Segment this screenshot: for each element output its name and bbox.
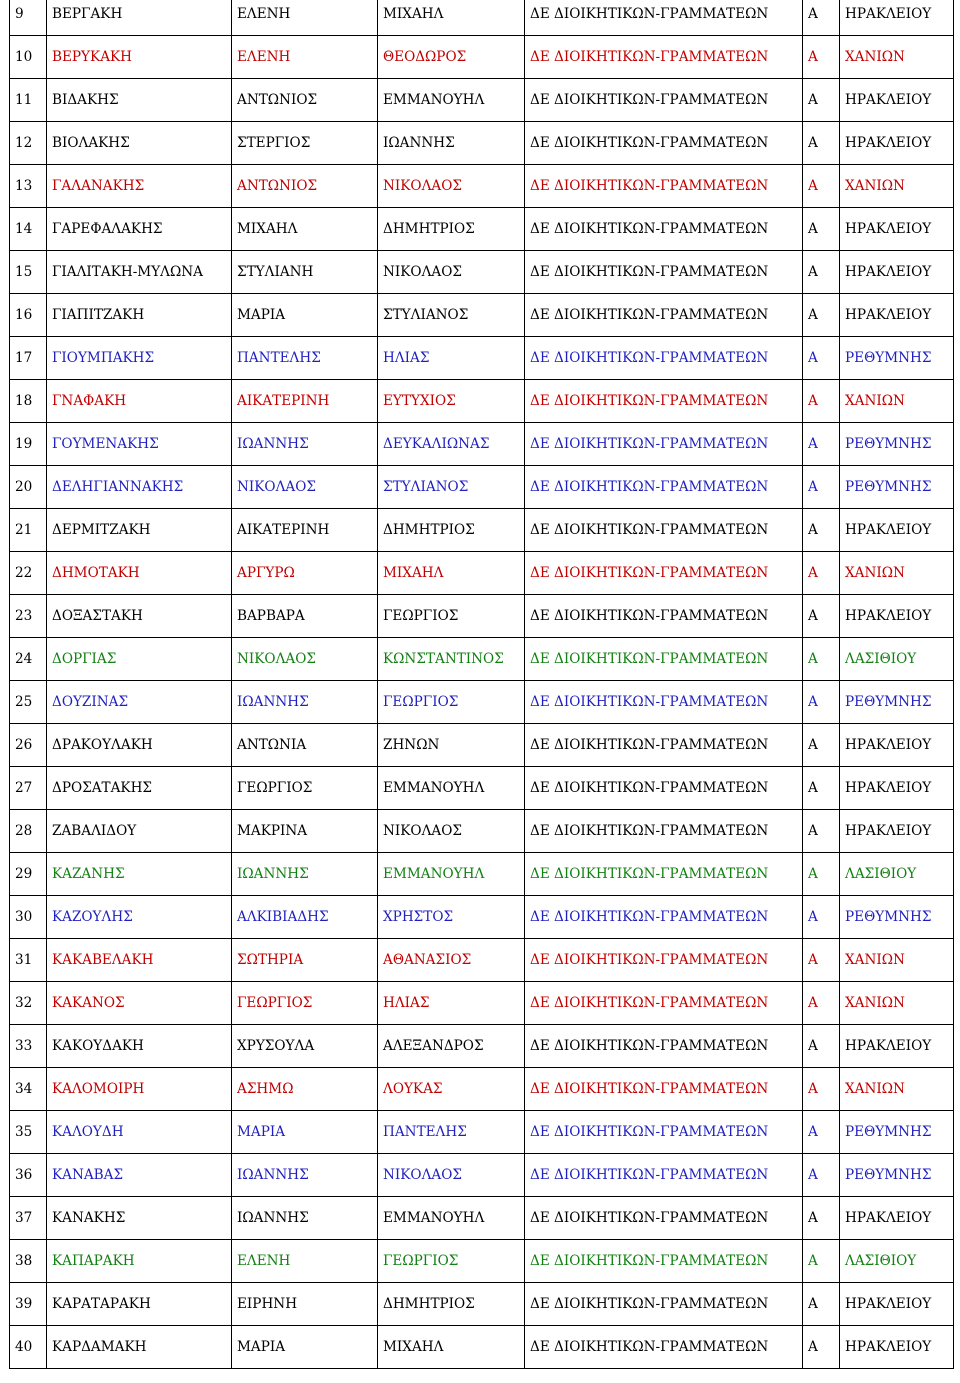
first-name-cell: ΑΙΚΑΤΕΡΙΝΗ — [232, 380, 378, 423]
specialty-cell: ΔΕ ΔΙΟΙΚΗΤΙΚΩΝ-ΓΡΑΜΜΑΤΕΩΝ — [525, 466, 803, 509]
specialty-cell: ΔΕ ΔΙΟΙΚΗΤΙΚΩΝ-ΓΡΑΜΜΑΤΕΩΝ — [525, 681, 803, 724]
specialty-cell: ΔΕ ΔΙΟΙΚΗΤΙΚΩΝ-ΓΡΑΜΜΑΤΕΩΝ — [525, 1111, 803, 1154]
surname-cell: ΔΡΟΣΑΤΑΚΗΣ — [47, 767, 232, 810]
father-name-cell: ΔΗΜΗΤΡΙΟΣ — [378, 509, 525, 552]
first-name-cell: ΕΛΕΝΗ — [232, 36, 378, 79]
prefecture-cell: ΧΑΝΙΩΝ — [840, 1068, 954, 1111]
father-name-cell: ΝΙΚΟΛΑΟΣ — [378, 810, 525, 853]
grade-cell: Α — [803, 79, 840, 122]
row-number-cell: 18 — [10, 380, 47, 423]
row-number-cell: 14 — [10, 208, 47, 251]
surname-cell: ΚΑΡΑΤΑΡΑΚΗ — [47, 1283, 232, 1326]
specialty-cell: ΔΕ ΔΙΟΙΚΗΤΙΚΩΝ-ΓΡΑΜΜΑΤΕΩΝ — [525, 380, 803, 423]
row-number-cell: 13 — [10, 165, 47, 208]
surname-cell: ΚΑΛΟΜΟΙΡΗ — [47, 1068, 232, 1111]
prefecture-cell: ΡΕΘΥΜΝΗΣ — [840, 337, 954, 380]
prefecture-cell: ΗΡΑΚΛΕΙΟΥ — [840, 79, 954, 122]
row-number-cell: 30 — [10, 896, 47, 939]
row-number-cell: 23 — [10, 595, 47, 638]
specialty-cell: ΔΕ ΔΙΟΙΚΗΤΙΚΩΝ-ΓΡΑΜΜΑΤΕΩΝ — [525, 122, 803, 165]
prefecture-cell: ΗΡΑΚΛΕΙΟΥ — [840, 810, 954, 853]
table-row — [10, 294, 954, 337]
surname-cell: ΚΑΝΑΒΑΣ — [47, 1154, 232, 1197]
grade-cell: Α — [803, 595, 840, 638]
surname-cell: ΓΟΥΜΕΝΑΚΗΣ — [47, 423, 232, 466]
specialty-cell: ΔΕ ΔΙΟΙΚΗΤΙΚΩΝ-ΓΡΑΜΜΑΤΕΩΝ — [525, 595, 803, 638]
row-number-cell: 39 — [10, 1283, 47, 1326]
prefecture-cell: ΗΡΑΚΛΕΙΟΥ — [840, 1197, 954, 1240]
specialty-cell: ΔΕ ΔΙΟΙΚΗΤΙΚΩΝ-ΓΡΑΜΜΑΤΕΩΝ — [525, 767, 803, 810]
father-name-cell: ΘΕΟΔΩΡΟΣ — [378, 36, 525, 79]
prefecture-cell: ΗΡΑΚΛΕΙΟΥ — [840, 122, 954, 165]
row-number-cell: 40 — [10, 1326, 47, 1369]
surname-cell: ΚΑΚΟΥΔΑΚΗ — [47, 1025, 232, 1068]
father-name-cell: ΠΑΝΤΕΛΗΣ — [378, 1111, 525, 1154]
prefecture-cell: ΗΡΑΚΛΕΙΟΥ — [840, 208, 954, 251]
row-number-cell: 20 — [10, 466, 47, 509]
grade-cell: Α — [803, 337, 840, 380]
first-name-cell: ΑΝΤΩΝΙΑ — [232, 724, 378, 767]
father-name-cell: ΕΜΜΑΝΟΥΗΛ — [378, 853, 525, 896]
surname-cell: ΖΑΒΑΛΙΔΟΥ — [47, 810, 232, 853]
row-number-cell: 15 — [10, 251, 47, 294]
table-row — [10, 423, 954, 466]
father-name-cell: ΔΕΥΚΑΛΙΩΝΑΣ — [378, 423, 525, 466]
grade-cell: Α — [803, 896, 840, 939]
prefecture-cell: ΧΑΝΙΩΝ — [840, 36, 954, 79]
row-number-cell: 37 — [10, 1197, 47, 1240]
surname-cell: ΓΑΛΑΝΑΚΗΣ — [47, 165, 232, 208]
surname-cell: ΔΟΡΓΙΑΣ — [47, 638, 232, 681]
specialty-cell: ΔΕ ΔΙΟΙΚΗΤΙΚΩΝ-ΓΡΑΜΜΑΤΕΩΝ — [525, 1326, 803, 1369]
table-row — [10, 165, 954, 208]
row-number-cell: 17 — [10, 337, 47, 380]
grade-cell: Α — [803, 1111, 840, 1154]
father-name-cell: ΧΡΗΣΤΟΣ — [378, 896, 525, 939]
surname-cell: ΒΙΔΑΚΗΣ — [47, 79, 232, 122]
row-number-cell: 38 — [10, 1240, 47, 1283]
grade-cell: Α — [803, 509, 840, 552]
first-name-cell: ΙΩΑΝΝΗΣ — [232, 681, 378, 724]
father-name-cell: ΝΙΚΟΛΑΟΣ — [378, 251, 525, 294]
table-row — [10, 1197, 954, 1240]
surname-cell: ΒΕΡΥΚΑΚΗ — [47, 36, 232, 79]
father-name-cell: ΔΗΜΗΤΡΙΟΣ — [378, 208, 525, 251]
row-number-cell: 16 — [10, 294, 47, 337]
first-name-cell: ΧΡΥΣΟΥΛΑ — [232, 1025, 378, 1068]
first-name-cell: ΑΝΤΩΝΙΟΣ — [232, 79, 378, 122]
surname-cell: ΔΟΞΑΣΤΑΚΗ — [47, 595, 232, 638]
first-name-cell: ΑΙΚΑΤΕΡΙΝΗ — [232, 509, 378, 552]
table-row — [10, 681, 954, 724]
specialty-cell: ΔΕ ΔΙΟΙΚΗΤΙΚΩΝ-ΓΡΑΜΜΑΤΕΩΝ — [525, 1068, 803, 1111]
specialty-cell: ΔΕ ΔΙΟΙΚΗΤΙΚΩΝ-ΓΡΑΜΜΑΤΕΩΝ — [525, 337, 803, 380]
prefecture-cell: ΗΡΑΚΛΕΙΟΥ — [840, 595, 954, 638]
row-number-cell: 26 — [10, 724, 47, 767]
first-name-cell: ΣΩΤΗΡΙΑ — [232, 939, 378, 982]
specialty-cell: ΔΕ ΔΙΟΙΚΗΤΙΚΩΝ-ΓΡΑΜΜΑΤΕΩΝ — [525, 810, 803, 853]
prefecture-cell: ΛΑΣΙΘΙΟΥ — [840, 638, 954, 681]
surname-cell: ΚΑΚΑΒΕΛΑΚΗ — [47, 939, 232, 982]
father-name-cell: ΙΩΑΝΝΗΣ — [378, 122, 525, 165]
row-number-cell: 22 — [10, 552, 47, 595]
father-name-cell: ΑΛΕΞΑΝΔΡΟΣ — [378, 1025, 525, 1068]
table-row — [10, 1111, 954, 1154]
grade-cell: Α — [803, 1154, 840, 1197]
specialty-cell: ΔΕ ΔΙΟΙΚΗΤΙΚΩΝ-ΓΡΑΜΜΑΤΕΩΝ — [525, 982, 803, 1025]
table-row — [10, 1025, 954, 1068]
grade-cell: Α — [803, 724, 840, 767]
grade-cell: Α — [803, 36, 840, 79]
father-name-cell: ΜΙΧΑΗΛ — [378, 1326, 525, 1369]
table-row — [10, 982, 954, 1025]
row-number-cell: 28 — [10, 810, 47, 853]
father-name-cell: ΓΕΩΡΓΙΟΣ — [378, 681, 525, 724]
first-name-cell: ΠΑΝΤΕΛΗΣ — [232, 337, 378, 380]
table-row — [10, 1283, 954, 1326]
specialty-cell: ΔΕ ΔΙΟΙΚΗΤΙΚΩΝ-ΓΡΑΜΜΑΤΕΩΝ — [525, 251, 803, 294]
surname-cell: ΓΝΑΦΑΚΗ — [47, 380, 232, 423]
first-name-cell: ΜΑΡΙΑ — [232, 1111, 378, 1154]
surname-cell: ΓΑΡΕΦΑΛΑΚΗΣ — [47, 208, 232, 251]
first-name-cell: ΜΑΚΡΙΝΑ — [232, 810, 378, 853]
prefecture-cell: ΗΡΑΚΛΕΙΟΥ — [840, 1326, 954, 1369]
father-name-cell: ΝΙΚΟΛΑΟΣ — [378, 1154, 525, 1197]
specialty-cell: ΔΕ ΔΙΟΙΚΗΤΙΚΩΝ-ΓΡΑΜΜΑΤΕΩΝ — [525, 853, 803, 896]
grade-cell: Α — [803, 208, 840, 251]
row-number-cell: 36 — [10, 1154, 47, 1197]
prefecture-cell: ΡΕΘΥΜΝΗΣ — [840, 1111, 954, 1154]
row-number-cell: 19 — [10, 423, 47, 466]
first-name-cell: ΑΝΤΩΝΙΟΣ — [232, 165, 378, 208]
prefecture-cell: ΧΑΝΙΩΝ — [840, 165, 954, 208]
first-name-cell: ΜΙΧΑΗΛ — [232, 208, 378, 251]
father-name-cell: ΗΛΙΑΣ — [378, 337, 525, 380]
grade-cell: Α — [803, 423, 840, 466]
surname-cell: ΚΑΖΑΝΗΣ — [47, 853, 232, 896]
specialty-cell: ΔΕ ΔΙΟΙΚΗΤΙΚΩΝ-ΓΡΑΜΜΑΤΕΩΝ — [525, 165, 803, 208]
row-number-cell: 10 — [10, 36, 47, 79]
table-row — [10, 0, 954, 36]
row-number-cell: 24 — [10, 638, 47, 681]
specialty-cell: ΔΕ ΔΙΟΙΚΗΤΙΚΩΝ-ΓΡΑΜΜΑΤΕΩΝ — [525, 638, 803, 681]
father-name-cell: ΝΙΚΟΛΑΟΣ — [378, 165, 525, 208]
table-row — [10, 552, 954, 595]
grade-cell: Α — [803, 165, 840, 208]
grade-cell: Α — [803, 1283, 840, 1326]
surname-cell: ΔΕΡΜΙΤΖΑΚΗ — [47, 509, 232, 552]
row-number-cell: 9 — [10, 0, 47, 36]
grade-cell: Α — [803, 552, 840, 595]
grade-cell: Α — [803, 294, 840, 337]
grade-cell: Α — [803, 122, 840, 165]
row-number-cell: 33 — [10, 1025, 47, 1068]
table-row — [10, 767, 954, 810]
first-name-cell: ΙΩΑΝΝΗΣ — [232, 423, 378, 466]
row-number-cell: 34 — [10, 1068, 47, 1111]
father-name-cell: ΛΟΥΚΑΣ — [378, 1068, 525, 1111]
first-name-cell: ΜΑΡΙΑ — [232, 294, 378, 337]
first-name-cell: ΙΩΑΝΝΗΣ — [232, 853, 378, 896]
table-row — [10, 595, 954, 638]
grade-cell: Α — [803, 0, 840, 36]
first-name-cell: ΙΩΑΝΝΗΣ — [232, 1197, 378, 1240]
prefecture-cell: ΡΕΘΥΜΝΗΣ — [840, 681, 954, 724]
surname-cell: ΚΑΝΑΚΗΣ — [47, 1197, 232, 1240]
father-name-cell: ΜΙΧΑΗΛ — [378, 0, 525, 36]
surname-cell: ΚΑΛΟΥΔΗ — [47, 1111, 232, 1154]
first-name-cell: ΣΤΥΛΙΑΝΗ — [232, 251, 378, 294]
specialty-cell: ΔΕ ΔΙΟΙΚΗΤΙΚΩΝ-ΓΡΑΜΜΑΤΕΩΝ — [525, 1197, 803, 1240]
table-row — [10, 1240, 954, 1283]
prefecture-cell: ΡΕΘΥΜΝΗΣ — [840, 466, 954, 509]
first-name-cell: ΓΕΩΡΓΙΟΣ — [232, 982, 378, 1025]
specialty-cell: ΔΕ ΔΙΟΙΚΗΤΙΚΩΝ-ΓΡΑΜΜΑΤΕΩΝ — [525, 0, 803, 36]
first-name-cell: ΕΛΕΝΗ — [232, 0, 378, 36]
surname-cell: ΔΟΥΖΙΝΑΣ — [47, 681, 232, 724]
prefecture-cell: ΗΡΑΚΛΕΙΟΥ — [840, 251, 954, 294]
row-number-cell: 32 — [10, 982, 47, 1025]
father-name-cell: ΣΤΥΛΙΑΝΟΣ — [378, 294, 525, 337]
specialty-cell: ΔΕ ΔΙΟΙΚΗΤΙΚΩΝ-ΓΡΑΜΜΑΤΕΩΝ — [525, 509, 803, 552]
first-name-cell: ΕΛΕΝΗ — [232, 1240, 378, 1283]
specialty-cell: ΔΕ ΔΙΟΙΚΗΤΙΚΩΝ-ΓΡΑΜΜΑΤΕΩΝ — [525, 423, 803, 466]
specialty-cell: ΔΕ ΔΙΟΙΚΗΤΙΚΩΝ-ΓΡΑΜΜΑΤΕΩΝ — [525, 1240, 803, 1283]
grade-cell: Α — [803, 638, 840, 681]
father-name-cell: ΗΛΙΑΣ — [378, 982, 525, 1025]
table-body — [10, 0, 954, 1369]
table-row — [10, 380, 954, 423]
table-row — [10, 466, 954, 509]
surname-cell: ΓΙΟΥΜΠΑΚΗΣ — [47, 337, 232, 380]
first-name-cell: ΑΣΗΜΩ — [232, 1068, 378, 1111]
prefecture-cell: ΡΕΘΥΜΝΗΣ — [840, 896, 954, 939]
surname-cell: ΚΑΠΑΡΑΚΗ — [47, 1240, 232, 1283]
first-name-cell: ΜΑΡΙΑ — [232, 1326, 378, 1369]
first-name-cell: ΓΕΩΡΓΙΟΣ — [232, 767, 378, 810]
first-name-cell: ΒΑΡΒΑΡΑ — [232, 595, 378, 638]
prefecture-cell: ΛΑΣΙΘΙΟΥ — [840, 1240, 954, 1283]
row-number-cell: 27 — [10, 767, 47, 810]
row-number-cell: 31 — [10, 939, 47, 982]
table-row — [10, 36, 954, 79]
prefecture-cell: ΗΡΑΚΛΕΙΟΥ — [840, 294, 954, 337]
surname-cell: ΓΙΑΠΙΤΖΑΚΗ — [47, 294, 232, 337]
table-row — [10, 724, 954, 767]
grade-cell: Α — [803, 1240, 840, 1283]
table-row — [10, 939, 954, 982]
table-row — [10, 638, 954, 681]
first-name-cell: ΕΙΡΗΝΗ — [232, 1283, 378, 1326]
specialty-cell: ΔΕ ΔΙΟΙΚΗΤΙΚΩΝ-ΓΡΑΜΜΑΤΕΩΝ — [525, 896, 803, 939]
prefecture-cell: ΧΑΝΙΩΝ — [840, 380, 954, 423]
surname-cell: ΒΕΡΓΑΚΗ — [47, 0, 232, 36]
father-name-cell: ΓΕΩΡΓΙΟΣ — [378, 1240, 525, 1283]
grade-cell: Α — [803, 853, 840, 896]
first-name-cell: ΑΡΓΥΡΩ — [232, 552, 378, 595]
surname-cell: ΒΙΟΛΑΚΗΣ — [47, 122, 232, 165]
prefecture-cell: ΗΡΑΚΛΕΙΟΥ — [840, 1283, 954, 1326]
candidate-table — [9, 0, 954, 1369]
father-name-cell: ΖΗΝΩΝ — [378, 724, 525, 767]
father-name-cell: ΕΜΜΑΝΟΥΗΛ — [378, 79, 525, 122]
grade-cell: Α — [803, 466, 840, 509]
prefecture-cell: ΗΡΑΚΛΕΙΟΥ — [840, 0, 954, 36]
table-row — [10, 122, 954, 165]
row-number-cell: 21 — [10, 509, 47, 552]
grade-cell: Α — [803, 1197, 840, 1240]
specialty-cell: ΔΕ ΔΙΟΙΚΗΤΙΚΩΝ-ΓΡΑΜΜΑΤΕΩΝ — [525, 552, 803, 595]
prefecture-cell: ΗΡΑΚΛΕΙΟΥ — [840, 509, 954, 552]
table-row — [10, 853, 954, 896]
surname-cell: ΔΕΛΗΓΙΑΝΝΑΚΗΣ — [47, 466, 232, 509]
table-row — [10, 509, 954, 552]
first-name-cell: ΣΤΕΡΓΙΟΣ — [232, 122, 378, 165]
father-name-cell: ΜΙΧΑΗΛ — [378, 552, 525, 595]
specialty-cell: ΔΕ ΔΙΟΙΚΗΤΙΚΩΝ-ΓΡΑΜΜΑΤΕΩΝ — [525, 36, 803, 79]
surname-cell: ΚΑΡΔΑΜΑΚΗ — [47, 1326, 232, 1369]
specialty-cell: ΔΕ ΔΙΟΙΚΗΤΙΚΩΝ-ΓΡΑΜΜΑΤΕΩΝ — [525, 208, 803, 251]
prefecture-cell: ΡΕΘΥΜΝΗΣ — [840, 1154, 954, 1197]
specialty-cell: ΔΕ ΔΙΟΙΚΗΤΙΚΩΝ-ΓΡΑΜΜΑΤΕΩΝ — [525, 1154, 803, 1197]
prefecture-cell: ΧΑΝΙΩΝ — [840, 982, 954, 1025]
table-row — [10, 251, 954, 294]
father-name-cell: ΔΗΜΗΤΡΙΟΣ — [378, 1283, 525, 1326]
specialty-cell: ΔΕ ΔΙΟΙΚΗΤΙΚΩΝ-ΓΡΑΜΜΑΤΕΩΝ — [525, 79, 803, 122]
first-name-cell: ΙΩΑΝΝΗΣ — [232, 1154, 378, 1197]
specialty-cell: ΔΕ ΔΙΟΙΚΗΤΙΚΩΝ-ΓΡΑΜΜΑΤΕΩΝ — [525, 1283, 803, 1326]
grade-cell: Α — [803, 681, 840, 724]
grade-cell: Α — [803, 810, 840, 853]
specialty-cell: ΔΕ ΔΙΟΙΚΗΤΙΚΩΝ-ΓΡΑΜΜΑΤΕΩΝ — [525, 1025, 803, 1068]
first-name-cell: ΝΙΚΟΛΑΟΣ — [232, 638, 378, 681]
father-name-cell: ΚΩΝΣΤΑΝΤΙΝΟΣ — [378, 638, 525, 681]
prefecture-cell: ΧΑΝΙΩΝ — [840, 552, 954, 595]
prefecture-cell: ΗΡΑΚΛΕΙΟΥ — [840, 767, 954, 810]
row-number-cell: 25 — [10, 681, 47, 724]
prefecture-cell: ΗΡΑΚΛΕΙΟΥ — [840, 724, 954, 767]
father-name-cell: ΕΜΜΑΝΟΥΗΛ — [378, 767, 525, 810]
table-row — [10, 1326, 954, 1369]
table-row — [10, 896, 954, 939]
grade-cell: Α — [803, 767, 840, 810]
table-row — [10, 810, 954, 853]
specialty-cell: ΔΕ ΔΙΟΙΚΗΤΙΚΩΝ-ΓΡΑΜΜΑΤΕΩΝ — [525, 724, 803, 767]
row-number-cell: 12 — [10, 122, 47, 165]
surname-cell: ΚΑΚΑΝΟΣ — [47, 982, 232, 1025]
row-number-cell: 29 — [10, 853, 47, 896]
first-name-cell: ΝΙΚΟΛΑΟΣ — [232, 466, 378, 509]
table-row — [10, 79, 954, 122]
table-row — [10, 1068, 954, 1111]
grade-cell: Α — [803, 982, 840, 1025]
first-name-cell: ΑΛΚΙΒΙΑΔΗΣ — [232, 896, 378, 939]
row-number-cell: 11 — [10, 79, 47, 122]
surname-cell: ΔΡΑΚΟΥΛΑΚΗ — [47, 724, 232, 767]
father-name-cell: ΣΤΥΛΙΑΝΟΣ — [378, 466, 525, 509]
prefecture-cell: ΗΡΑΚΛΕΙΟΥ — [840, 1025, 954, 1068]
specialty-cell: ΔΕ ΔΙΟΙΚΗΤΙΚΩΝ-ΓΡΑΜΜΑΤΕΩΝ — [525, 939, 803, 982]
father-name-cell: ΑΘΑΝΑΣΙΟΣ — [378, 939, 525, 982]
surname-cell: ΓΙΑΛΙΤΑΚΗ-ΜΥΛΩΝΑ — [47, 251, 232, 294]
prefecture-cell: ΧΑΝΙΩΝ — [840, 939, 954, 982]
father-name-cell: ΕΥΤΥΧΙΟΣ — [378, 380, 525, 423]
prefecture-cell: ΛΑΣΙΘΙΟΥ — [840, 853, 954, 896]
grade-cell: Α — [803, 1025, 840, 1068]
table-row — [10, 337, 954, 380]
prefecture-cell: ΡΕΘΥΜΝΗΣ — [840, 423, 954, 466]
grade-cell: Α — [803, 1326, 840, 1369]
row-number-cell: 35 — [10, 1111, 47, 1154]
father-name-cell: ΕΜΜΑΝΟΥΗΛ — [378, 1197, 525, 1240]
grade-cell: Α — [803, 939, 840, 982]
table-row — [10, 208, 954, 251]
grade-cell: Α — [803, 380, 840, 423]
surname-cell: ΚΑΖΟΥΛΗΣ — [47, 896, 232, 939]
surname-cell: ΔΗΜΟΤΑΚΗ — [47, 552, 232, 595]
specialty-cell: ΔΕ ΔΙΟΙΚΗΤΙΚΩΝ-ΓΡΑΜΜΑΤΕΩΝ — [525, 294, 803, 337]
father-name-cell: ΓΕΩΡΓΙΟΣ — [378, 595, 525, 638]
table-row — [10, 1154, 954, 1197]
grade-cell: Α — [803, 251, 840, 294]
grade-cell: Α — [803, 1068, 840, 1111]
